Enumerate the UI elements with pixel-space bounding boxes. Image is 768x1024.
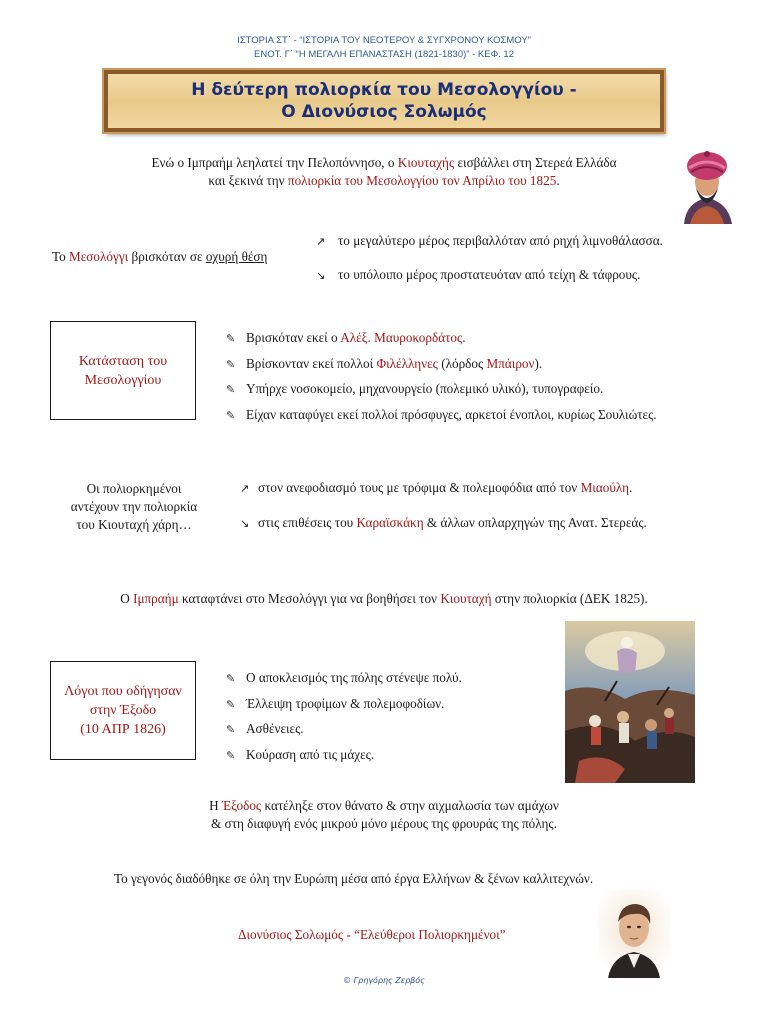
situation-item-text: Είχαν καταφύγει εκεί πολλοί πρόσφυγες, αρκετοί ένοπλοι, κυρίως Σουλιώτες. xyxy=(246,406,657,422)
lagoon-text: το μεγαλύτερο μέρος περιβαλλόταν από ρηχή λιμνοθάλασσα. xyxy=(338,233,663,248)
walls-text: το υπόλοιπο μέρος προστατευόταν από τείχη & τάφρους. xyxy=(338,267,641,282)
reason-item xyxy=(226,743,462,769)
situation-item xyxy=(226,403,657,429)
reason-item xyxy=(226,717,462,743)
position-text-2: βρισκόταν σε xyxy=(128,249,206,264)
situation-item-text: Βρισκόταν εκεί ο xyxy=(246,330,341,345)
title-plaque xyxy=(104,70,664,132)
ibrahim-statement xyxy=(0,590,768,608)
situation-item-text: (λόρδος xyxy=(437,355,487,371)
resist-statement xyxy=(46,480,222,534)
strong-position-text: οχυρή θέση xyxy=(205,249,268,264)
pencil-bullet-icon: ✎ xyxy=(226,357,236,371)
solomos-caption: Διονύσιος Σολωμός - “Ελεύθεροι Πολιορκημένοι” xyxy=(238,927,506,942)
reason-item-text: Κούραση από τις μάχες. xyxy=(246,746,375,762)
situation-item-text: Βρίσκονταν εκεί πολλοί xyxy=(246,355,377,371)
reason-item xyxy=(226,692,462,718)
header-line-1: ΙΣΤΟΡΙΑ ΣΤ΄ - “ΙΣΤΟΡΙΑ ΤΟΥ ΝΕΟΤΕΡΟΥ & ΣΥΓΧΡΟΝΟΥ ΚΟΣΜΟΥ” xyxy=(237,35,531,46)
exodus-line-2: & στη διαφυγή ενός μικρού μόνο μέρους της φρουράς της πόλης. xyxy=(211,816,557,831)
ibrahim-text: καταφτάνει στο Μεσολόγγι για να βοηθήσει τον xyxy=(178,591,441,606)
siege-start-highlight: πολιορκία του Μεσολογγίου τον Απρίλιο του 1825 xyxy=(287,173,557,188)
kiutahis-name: Κιουταχής xyxy=(397,155,455,170)
kiutahis-name: Κιουταχή xyxy=(440,591,492,606)
resist-reason-period: . xyxy=(629,480,633,495)
situation-item xyxy=(226,377,657,403)
title-line-2: Ο Διονύσιος Σολωμός xyxy=(281,102,487,122)
situation-item-text: Υπήρχε νοσοκομείο, μηχανουργείο (πολεμικό υλικό), τυπογραφείο. xyxy=(246,381,604,396)
ibrahim-text: Ο xyxy=(120,591,134,606)
arrow-down-right-icon: ↘ xyxy=(240,517,250,530)
resist-reason-attacks xyxy=(240,514,647,533)
reason-item xyxy=(226,666,462,692)
situation-box-line-1: Κατάσταση του xyxy=(78,353,168,369)
pencil-bullet-icon: ✎ xyxy=(226,332,236,345)
resist-reason-text: στον ανεφοδιασμό τους με τρόφιμα & πολεμοφόδια από τον xyxy=(258,480,581,495)
europe-statement: Το γεγονός διαδόθηκε σε όλη την Ευρώπη μέσα από έργα Ελλήνων & ξένων καλλιτεχνών. xyxy=(114,871,594,886)
exodus-name: Έξοδος xyxy=(221,798,262,813)
copyright-footer: © Γρηγόρης Ζερβός xyxy=(343,976,425,985)
pencil-bullet-icon: ✎ xyxy=(226,408,236,422)
situation-item-text: ). xyxy=(534,355,543,371)
reasons-list xyxy=(226,666,462,768)
ibrahim-name: Ιμπραήμ xyxy=(133,591,179,606)
reasons-box-line-2: στην Έξοδο xyxy=(89,703,157,718)
ibrahim-text: στην πολιορκία (ΔΕΚ 1825). xyxy=(491,591,648,606)
pencil-bullet-icon: ✎ xyxy=(226,697,236,711)
position-statement xyxy=(52,248,267,266)
intro-period: . xyxy=(556,173,560,188)
situation-item-period: . xyxy=(462,330,466,345)
mavrokordatos-name: Αλέξ. Μαυροκορδάτος xyxy=(340,330,463,345)
byron-name: Μπάιρον xyxy=(486,355,535,371)
situation-item xyxy=(226,352,657,378)
philhellenes-name: Φιλέλληνες xyxy=(376,355,438,371)
intro-paragraph xyxy=(90,154,678,190)
situation-list xyxy=(226,326,657,428)
solomos-portrait-image xyxy=(598,890,670,978)
situation-box xyxy=(50,321,196,420)
document-header xyxy=(0,34,768,62)
kiutahi-portrait-image xyxy=(676,146,738,224)
reasons-box-line-1: Λόγοι που οδήγησαν xyxy=(64,684,182,699)
resist-line-3: του Κιουταχή χάρη… xyxy=(76,517,192,532)
situation-item xyxy=(226,326,657,352)
arrow-up-right-icon: ↗ xyxy=(240,482,250,495)
karaiskakis-name: Καραϊσκάκη xyxy=(356,515,424,530)
position-detail-up xyxy=(316,232,663,251)
exodus-text: κατέληξε στον θάνατο & στην αιχμαλωσία των αμάχων xyxy=(261,798,559,813)
header-line-2: ΕΝΟΤ. Γ΄ “Η ΜΕΓΑΛΗ ΕΠΑΝΑΣΤΑΣΗ (1821-1830)” - ΚΕΦ. 12 xyxy=(254,49,514,60)
intro-text-3: και ξεκινά την xyxy=(208,173,288,188)
resist-reason-text: & άλλων οπλαρχηγών της Ανατ. Στερεάς. xyxy=(423,515,647,530)
arrow-up-right-icon: ↗ xyxy=(316,235,326,248)
resist-line-2: αντέχουν την πολιορκία xyxy=(70,499,198,514)
title-line-1: Η δεύτερη πολιορκία του Μεσολογγίου - xyxy=(191,80,577,100)
resist-reason-supply xyxy=(240,479,632,498)
reason-item-text: Ασθένειες. xyxy=(246,721,304,736)
pencil-bullet-icon: ✎ xyxy=(226,672,236,685)
resist-reason-text: στις επιθέσεις του xyxy=(258,515,357,530)
miaoulis-name: Μιαούλη xyxy=(580,480,630,495)
pencil-bullet-icon: ✎ xyxy=(226,748,236,762)
pencil-bullet-icon: ✎ xyxy=(226,723,236,736)
mesolongi-name: Μεσολόγγι xyxy=(69,249,129,264)
exodus-text: Η xyxy=(209,798,222,813)
resist-line-1: Οι πολιορκημένοι xyxy=(86,481,182,496)
exodus-outcome xyxy=(0,797,768,833)
position-detail-down xyxy=(316,266,640,285)
intro-text-1: Ενώ ο Ιμπραήμ λεηλατεί την Πελοπόννησο, ο xyxy=(151,155,398,170)
intro-text-2: εισβάλλει στη Στερεά Ελλάδα xyxy=(454,155,617,170)
reasons-box xyxy=(50,661,196,760)
arrow-down-right-icon: ↘ xyxy=(316,269,326,282)
situation-box-line-2: Μεσολογγίου xyxy=(84,372,162,388)
exodus-painting-image xyxy=(565,621,695,783)
reason-item-text: Έλλειψη τροφίμων & πολεμοφοδίων. xyxy=(246,695,445,711)
pencil-bullet-icon: ✎ xyxy=(226,383,236,396)
position-text-1: Το xyxy=(52,249,70,264)
reasons-box-line-3: (10 ΑΠΡ 1826) xyxy=(80,722,166,737)
reason-item-text: Ο αποκλεισμός της πόλης στένεψε πολύ. xyxy=(246,670,462,685)
